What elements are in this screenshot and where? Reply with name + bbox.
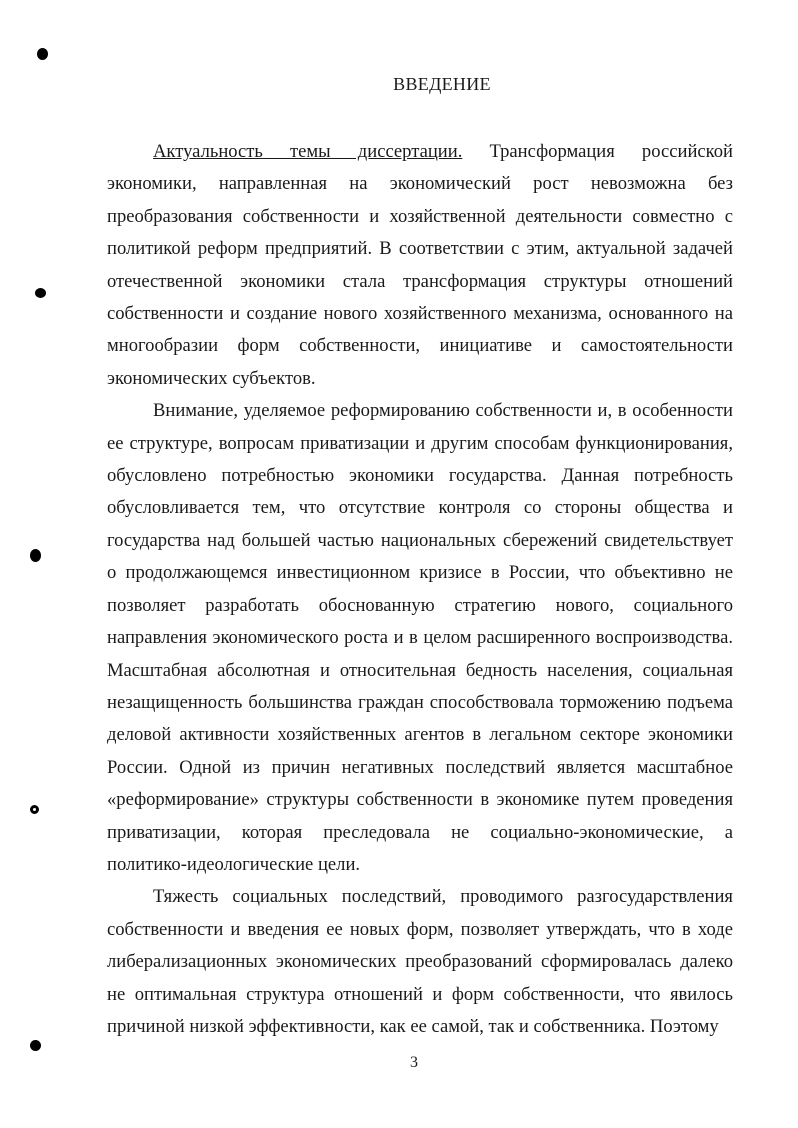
binding-hole-mark [35, 288, 46, 298]
page-title: ВВЕДЕНИЕ [393, 74, 491, 94]
binding-hole-mark [30, 1040, 41, 1051]
paragraph: Тяжесть социальных последствий, проводимого разгосударствления собственности и введения ее новых форм, позволяет утверждать, что в ходе либерализационных экономических преобразований сформировалась далеко не оптимальная структура отношений и форм собственности, что явилось причиной низкой эффективности, как ее самой, так и собственника. Поэтому [107, 886, 733, 1037]
document-body [107, 136, 733, 1043]
binding-hole-mark [30, 549, 41, 562]
paragraph-text: Трансформация российской экономики, направленная на экономический рост невозможна без преобразования собственности и хозяйственной деятельности совместно с политикой реформ предприятий. В соответствии с этим, актуальной задачей отечественной экономики стала трансформация структуры отношений собственности и создание нового хозяйственного механизма, основанного на многообразии форм собственности, инициативе и самостоятельности экономических субъектов. [107, 141, 733, 389]
binding-hole-mark [37, 48, 48, 60]
binding-hole-mark [30, 805, 39, 814]
paragraph: Внимание, уделяемое реформированию собственности и, в особенности ее структуре, вопросам приватизации и другим способам функционирования, обусловлено потребностью экономики государства. Данная потребность обусловливается тем, что отсутствие контроля со стороны общества и государства над большей частью национальных сбережений свидетельствует о продолжающемся инвестиционном кризисе в России, что объективно не позволяет разработать обоснованную стратегию нового, социального направления экономического роста и в целом расширенного воспроизводства. Масштабная абсолютная и относительная бедность населения, социальная незащищенность большинства граждан способствовала торможению подъема деловой активности хозяйственных агентов в легальном секторе экономики России. Одной из причин негативных последствий является масштабное «реформирование» структуры собственности в экономике путем проведения приватизации, которая преследовала не социально-экономические, а политико-идеологические цели. [107, 400, 733, 875]
page-number: 3 [410, 1054, 418, 1071]
paragraph [107, 136, 733, 395]
section-lead: Актуальность темы диссертации. [153, 141, 463, 162]
